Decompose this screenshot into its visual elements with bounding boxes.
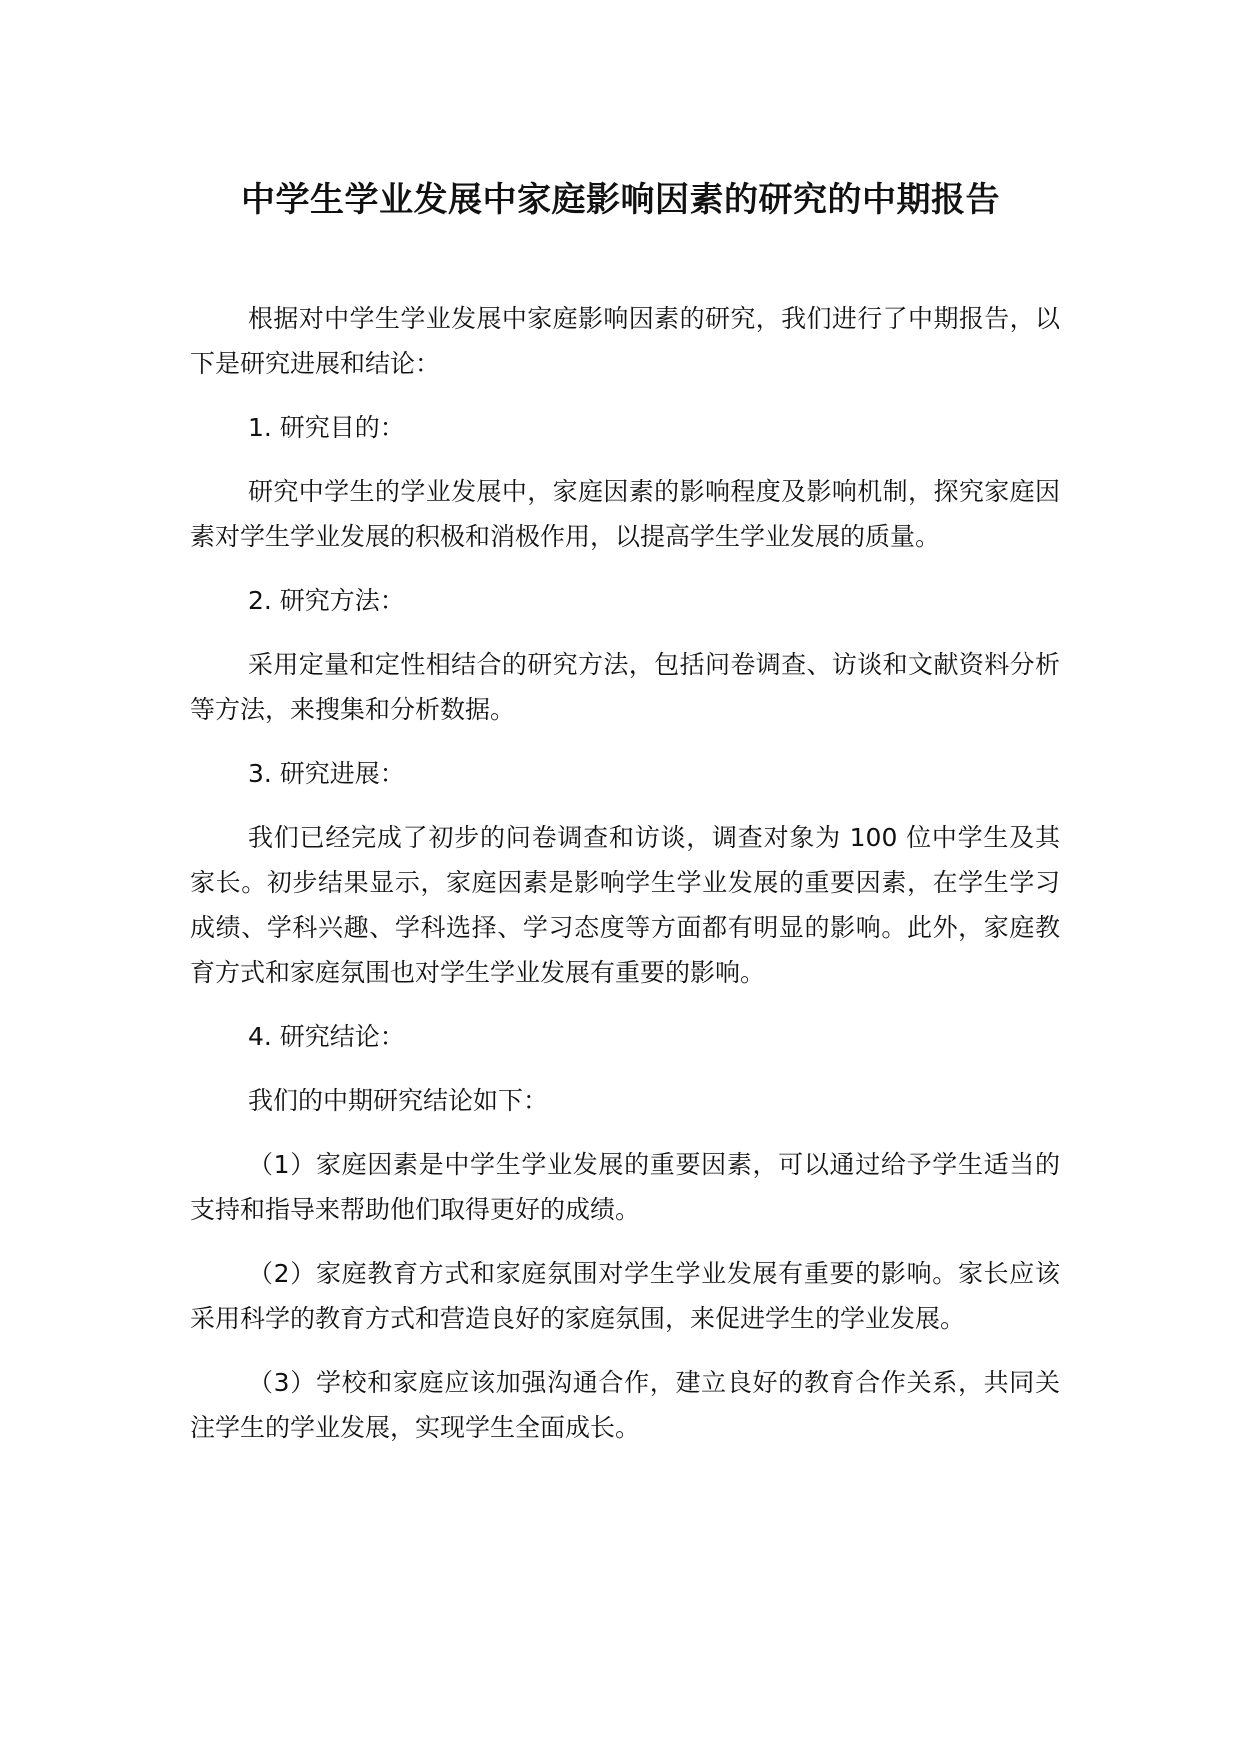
method-paragraph: 采用定量和定性相结合的研究方法，包括问卷调查、访谈和文献资料分析等方法，来搜集和分析数据。: [190, 650, 1060, 724]
progress-paragraph: 我们已经完成了初步的问卷调查和访谈，调查对象为 100 位中学生及其家长。初步结果显示，家庭因素是影响学生学业发展的重要因素，在学生学习成绩、学科兴趣、学科选择、学习态度等方面都有明显的影响。此外，家庭教育方式和家庭氛围也对学生学业发展有重要的影响。: [190, 823, 1060, 987]
document-title: 中学生学业发展中家庭影响因素的研究的中期报告: [241, 180, 1000, 220]
section-heading-purpose: 1. 研究目的：: [248, 413, 405, 442]
section-heading-method: 2. 研究方法：: [248, 586, 405, 615]
conclusion-intro-paragraph: 我们的中期研究结论如下：: [248, 1086, 549, 1115]
intro-paragraph: 根据对中学生学业发展中家庭影响因素的研究，我们进行了中期报告，以下是研究进展和结论：: [190, 304, 1060, 378]
section-heading-progress: 3. 研究进展：: [248, 759, 405, 788]
section-heading-conclusion: 4. 研究结论：: [248, 1022, 405, 1051]
purpose-paragraph: 研究中学生的学业发展中，家庭因素的影响程度及影响机制，探究家庭因素对学生学业发展的积极和消极作用，以提高学生学业发展的质量。: [190, 477, 1060, 551]
document-body: [190, 296, 1060, 1469]
conclusion-item-2: （2）家庭教育方式和家庭氛围对学生学业发展有重要的影响。家长应该采用科学的教育方式和营造良好的家庭氛围，来促进学生的学业发展。: [190, 1259, 1060, 1333]
conclusion-item-1: （1）家庭因素是中学生学业发展的重要因素，可以通过给予学生适当的支持和指导来帮助他们取得更好的成绩。: [190, 1150, 1060, 1224]
conclusion-item-3: （3）学校和家庭应该加强沟通合作，建立良好的教育合作关系，共同关注学生的学业发展，实现学生全面成长。: [190, 1368, 1060, 1442]
